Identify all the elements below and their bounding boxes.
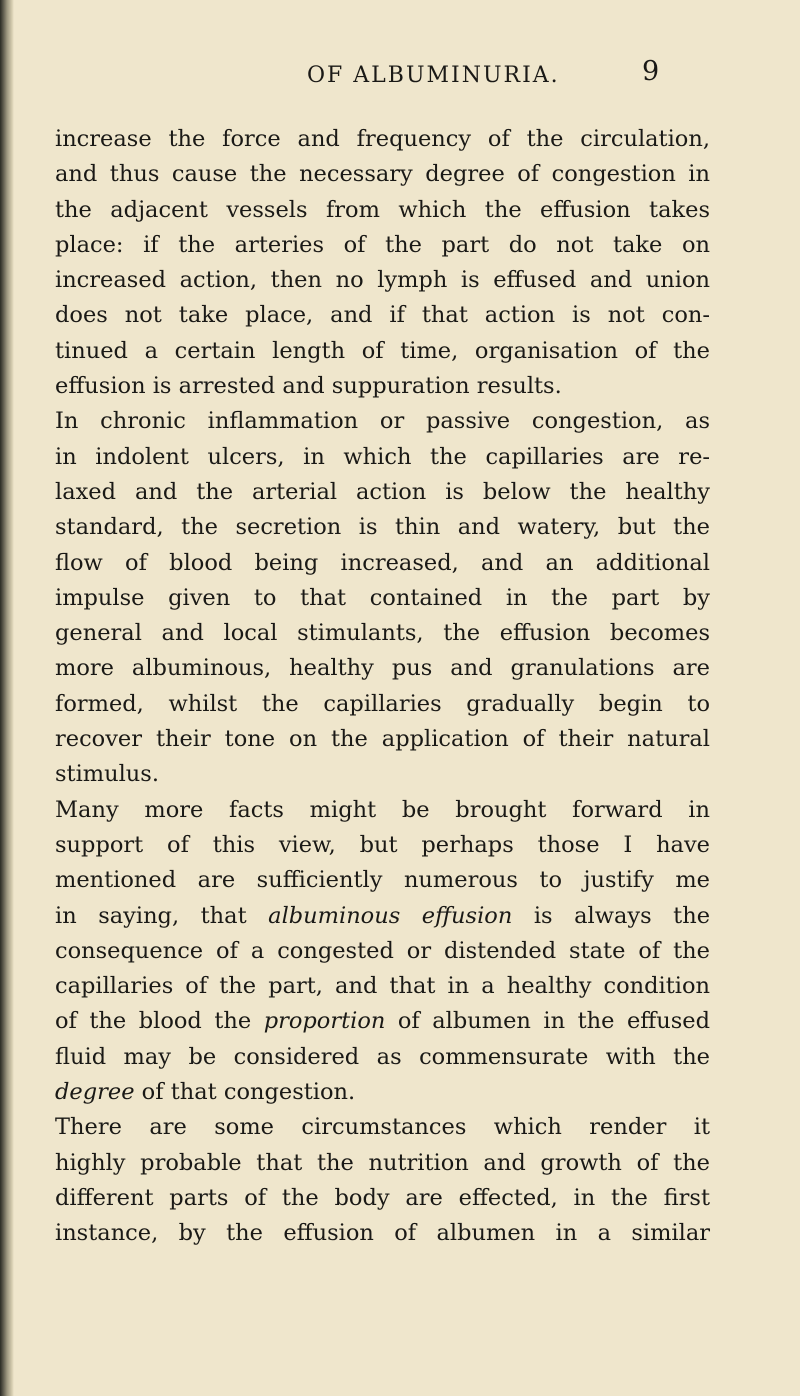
emphasis-text: albuminous effusion (268, 902, 513, 929)
text-line: laxed and the arterial action is below the healthy (55, 478, 710, 505)
text-run: is always the (533, 902, 711, 929)
text-line: Many more facts might be brought forward in (55, 796, 710, 823)
text-line: tinued a certain length of time, organisation of the (55, 337, 710, 364)
page-header (0, 50, 800, 90)
text-line: formed, whilst the capillaries gradually begin to (55, 690, 710, 717)
text-line: stimulus. (55, 761, 159, 788)
text-line: instance, by the effusion of albumen in a similar (55, 1220, 710, 1247)
text-line: fluid may be considered as commensurate with the (55, 1043, 710, 1070)
text-line: standard, the secretion is thin and watery, but the (55, 514, 710, 541)
text-line: capillaries of the part, and that in a healthy condition (55, 973, 710, 1000)
text-line: effusion is arrested and suppuration results. (55, 373, 562, 400)
text-line (55, 899, 710, 934)
text-line: more albuminous, healthy pus and granulations are (55, 655, 710, 682)
binding-edge (0, 0, 14, 1396)
text-run: of albumen in the effused (397, 1008, 711, 1035)
text-line: general and local stimulants, the effusion becomes (55, 620, 710, 647)
text-line (55, 1075, 710, 1110)
text-line: different parts of the body are effected, in the first (55, 1184, 710, 1211)
text-line: and thus cause the necessary degree of congestion in (55, 161, 710, 188)
text-line: increase the force and frequency of the circulation, (55, 126, 710, 152)
text-line: consequence of a congested or distended state of the (55, 937, 710, 964)
body-text (55, 122, 710, 1252)
text-line: recover their tone on the application of their natural (55, 726, 710, 753)
text-line: There are some circumstances which render it (55, 1114, 710, 1141)
text-line: impulse given to that contained in the part by (55, 584, 710, 611)
text-run: in saying, that (55, 902, 247, 929)
text-line: mentioned are sufficiently numerous to justify me (55, 867, 710, 894)
emphasis-text: proportion (263, 1008, 386, 1035)
text-line: flow of blood being increased, and an additional (55, 549, 710, 576)
text-line: highly probable that the nutrition and growth of the (55, 1149, 710, 1176)
running-head: OF ALBUMINURIA. (307, 63, 560, 88)
text-line: in indolent ulcers, in which the capillaries are re- (55, 443, 710, 470)
text-line (55, 1004, 710, 1039)
text-run: of the blood the (55, 1008, 252, 1035)
text-line: place: if the arteries of the part do not take on (55, 231, 710, 258)
text-line: the adjacent vessels from which the effusion takes (55, 196, 710, 223)
emphasis-text: degree (55, 1079, 135, 1106)
text-line: does not take place, and if that action is not con- (55, 302, 710, 329)
text-line: support of this view, but perhaps those I have (55, 831, 710, 858)
page-number: 9 (642, 56, 660, 87)
text-line: increased action, then no lymph is effused and union (55, 267, 710, 294)
text-line: In chronic inflammation or passive congestion, as (55, 408, 710, 435)
text-run: of that congestion. (141, 1079, 356, 1106)
